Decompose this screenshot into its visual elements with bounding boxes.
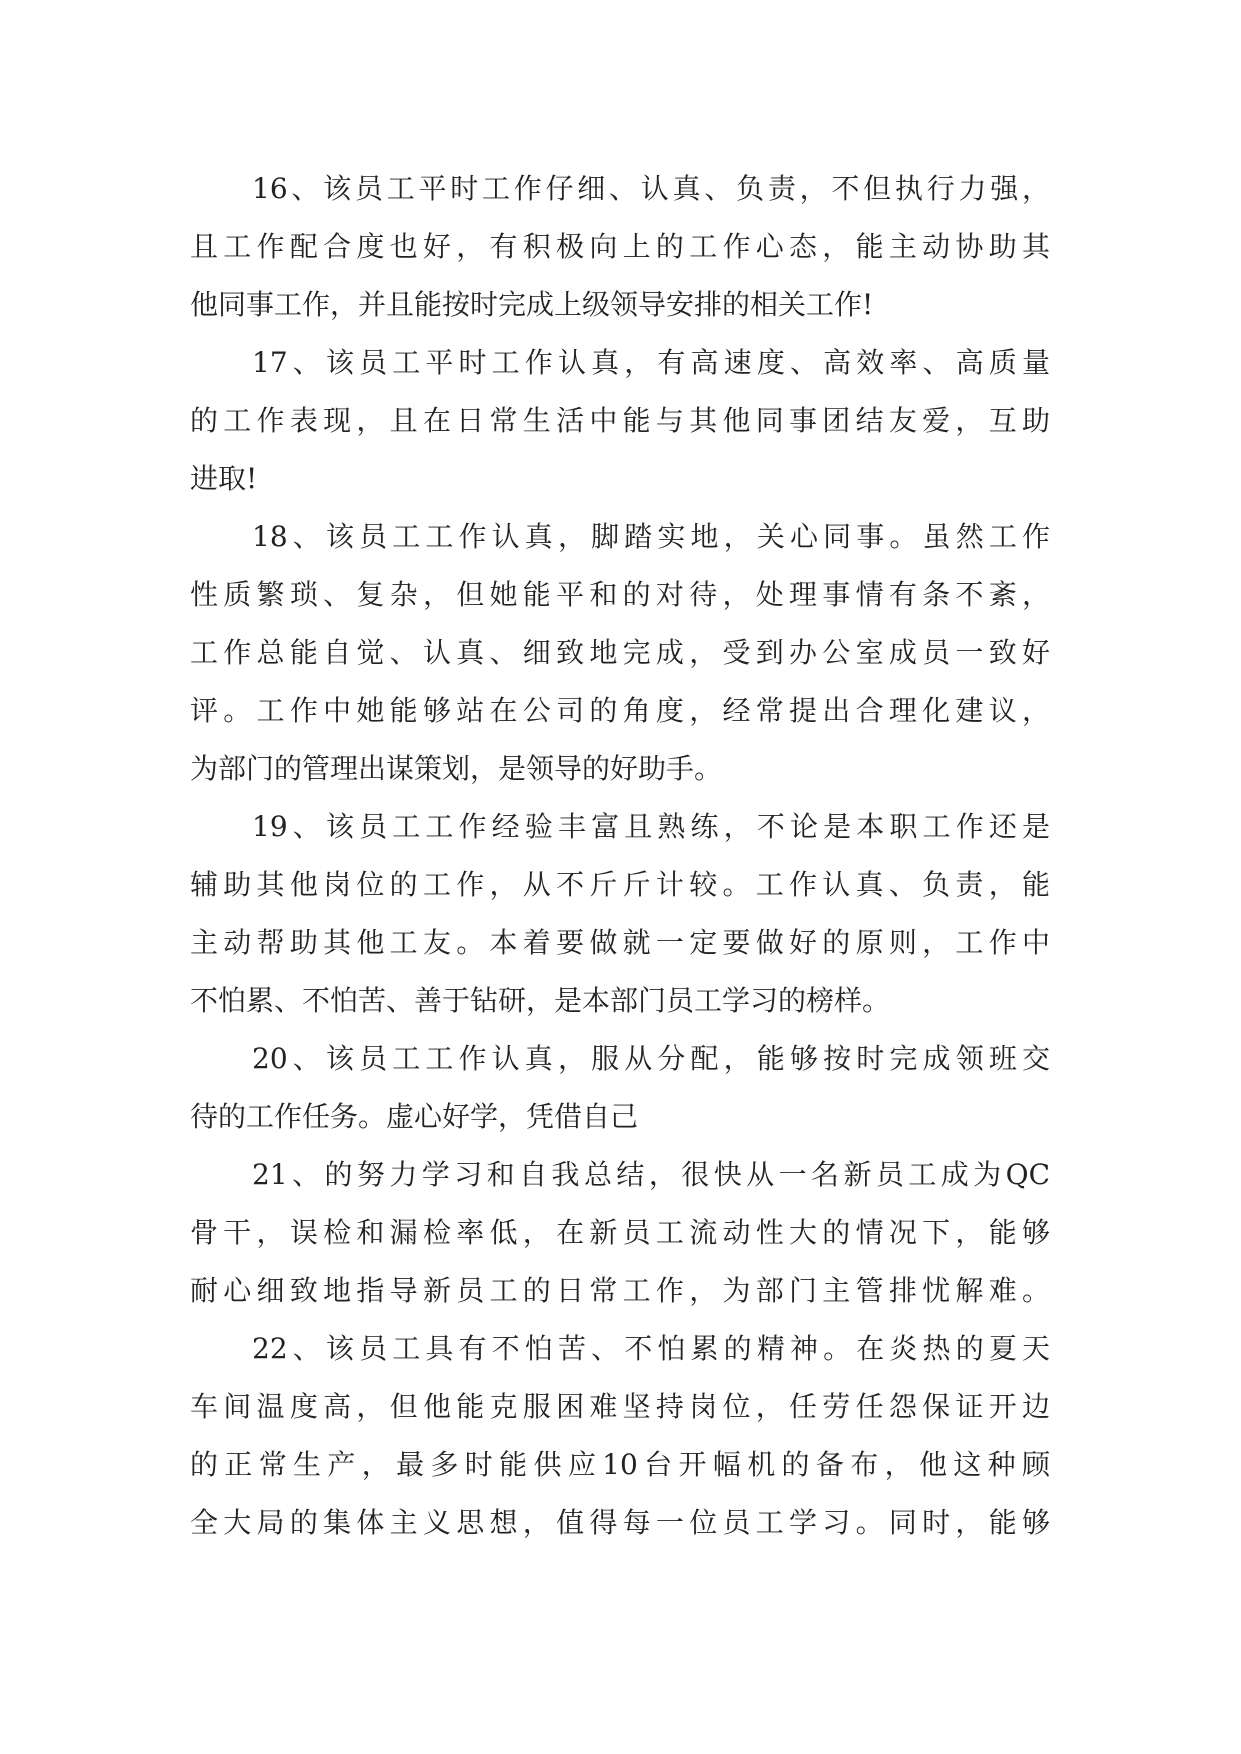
text-line: 17、该员工平时工作认真，有高速度、高效率、高质量 [252, 346, 1050, 379]
text-line: 待的工作任务。虚心好学，凭借自己 [190, 1100, 639, 1133]
document-body [190, 160, 1050, 1552]
text-line: 评。工作中她能够站在公司的角度，经常提出合理化建议， [190, 694, 1050, 727]
text-line: 为部门的管理出谋策划，是领导的好助手。 [190, 752, 723, 785]
paragraph-21 [190, 1146, 1050, 1320]
text-line: 性质繁琐、复杂，但她能平和的对待，处理事情有条不紊， [190, 578, 1050, 611]
text-line: 耐心细致地指导新员工的日常工作，为部门主管排忧解难。 [190, 1274, 1050, 1307]
text-line: 他同事工作，并且能按时完成上级领导安排的相关工作! [190, 288, 874, 321]
text-line: 工作总能自觉、认真、细致地完成，受到办公室成员一致好 [190, 636, 1050, 669]
text-line: 19、该员工工作经验丰富且熟练，不论是本职工作还是 [252, 810, 1050, 843]
paragraph-17 [190, 334, 1050, 508]
text-line: 22、该员工具有不怕苦、不怕累的精神。在炎热的夏天 [252, 1332, 1050, 1365]
text-line: 不怕累、不怕苦、善于钻研，是本部门员工学习的榜样。 [190, 984, 891, 1017]
paragraph-16 [190, 160, 1050, 334]
text-line: 车间温度高，但他能克服困难坚持岗位，任劳任怨保证开边 [190, 1390, 1050, 1423]
text-line: 进取! [190, 462, 258, 495]
text-line: 18、该员工工作认真，脚踏实地，关心同事。虽然工作 [252, 520, 1050, 553]
text-line: 骨干，误检和漏检率低，在新员工流动性大的情况下，能够 [190, 1216, 1050, 1249]
paragraph-19 [190, 798, 1050, 1030]
text-line: 21、的努力学习和自我总结，很快从一名新员工成为QC [252, 1158, 1050, 1191]
text-line: 全大局的集体主义思想，值得每一位员工学习。同时，能够 [190, 1506, 1050, 1539]
paragraph-22 [190, 1320, 1050, 1552]
text-line: 20、该员工工作认真，服从分配，能够按时完成领班交 [252, 1042, 1050, 1075]
text-line: 的工作表现，且在日常生活中能与其他同事团结友爱，互助 [190, 404, 1050, 437]
text-line: 且工作配合度也好，有积极向上的工作心态，能主动协助其 [190, 230, 1050, 263]
text-line: 辅助其他岗位的工作，从不斤斤计较。工作认真、负责，能 [190, 868, 1050, 901]
text-line: 主动帮助其他工友。本着要做就一定要做好的原则，工作中 [190, 926, 1050, 959]
paragraph-20 [190, 1030, 1050, 1146]
text-line: 的正常生产，最多时能供应10台开幅机的备布，他这种顾 [190, 1448, 1050, 1481]
text-line: 16、该员工平时工作仔细、认真、负责，不但执行力强， [252, 172, 1050, 205]
paragraph-18 [190, 508, 1050, 798]
